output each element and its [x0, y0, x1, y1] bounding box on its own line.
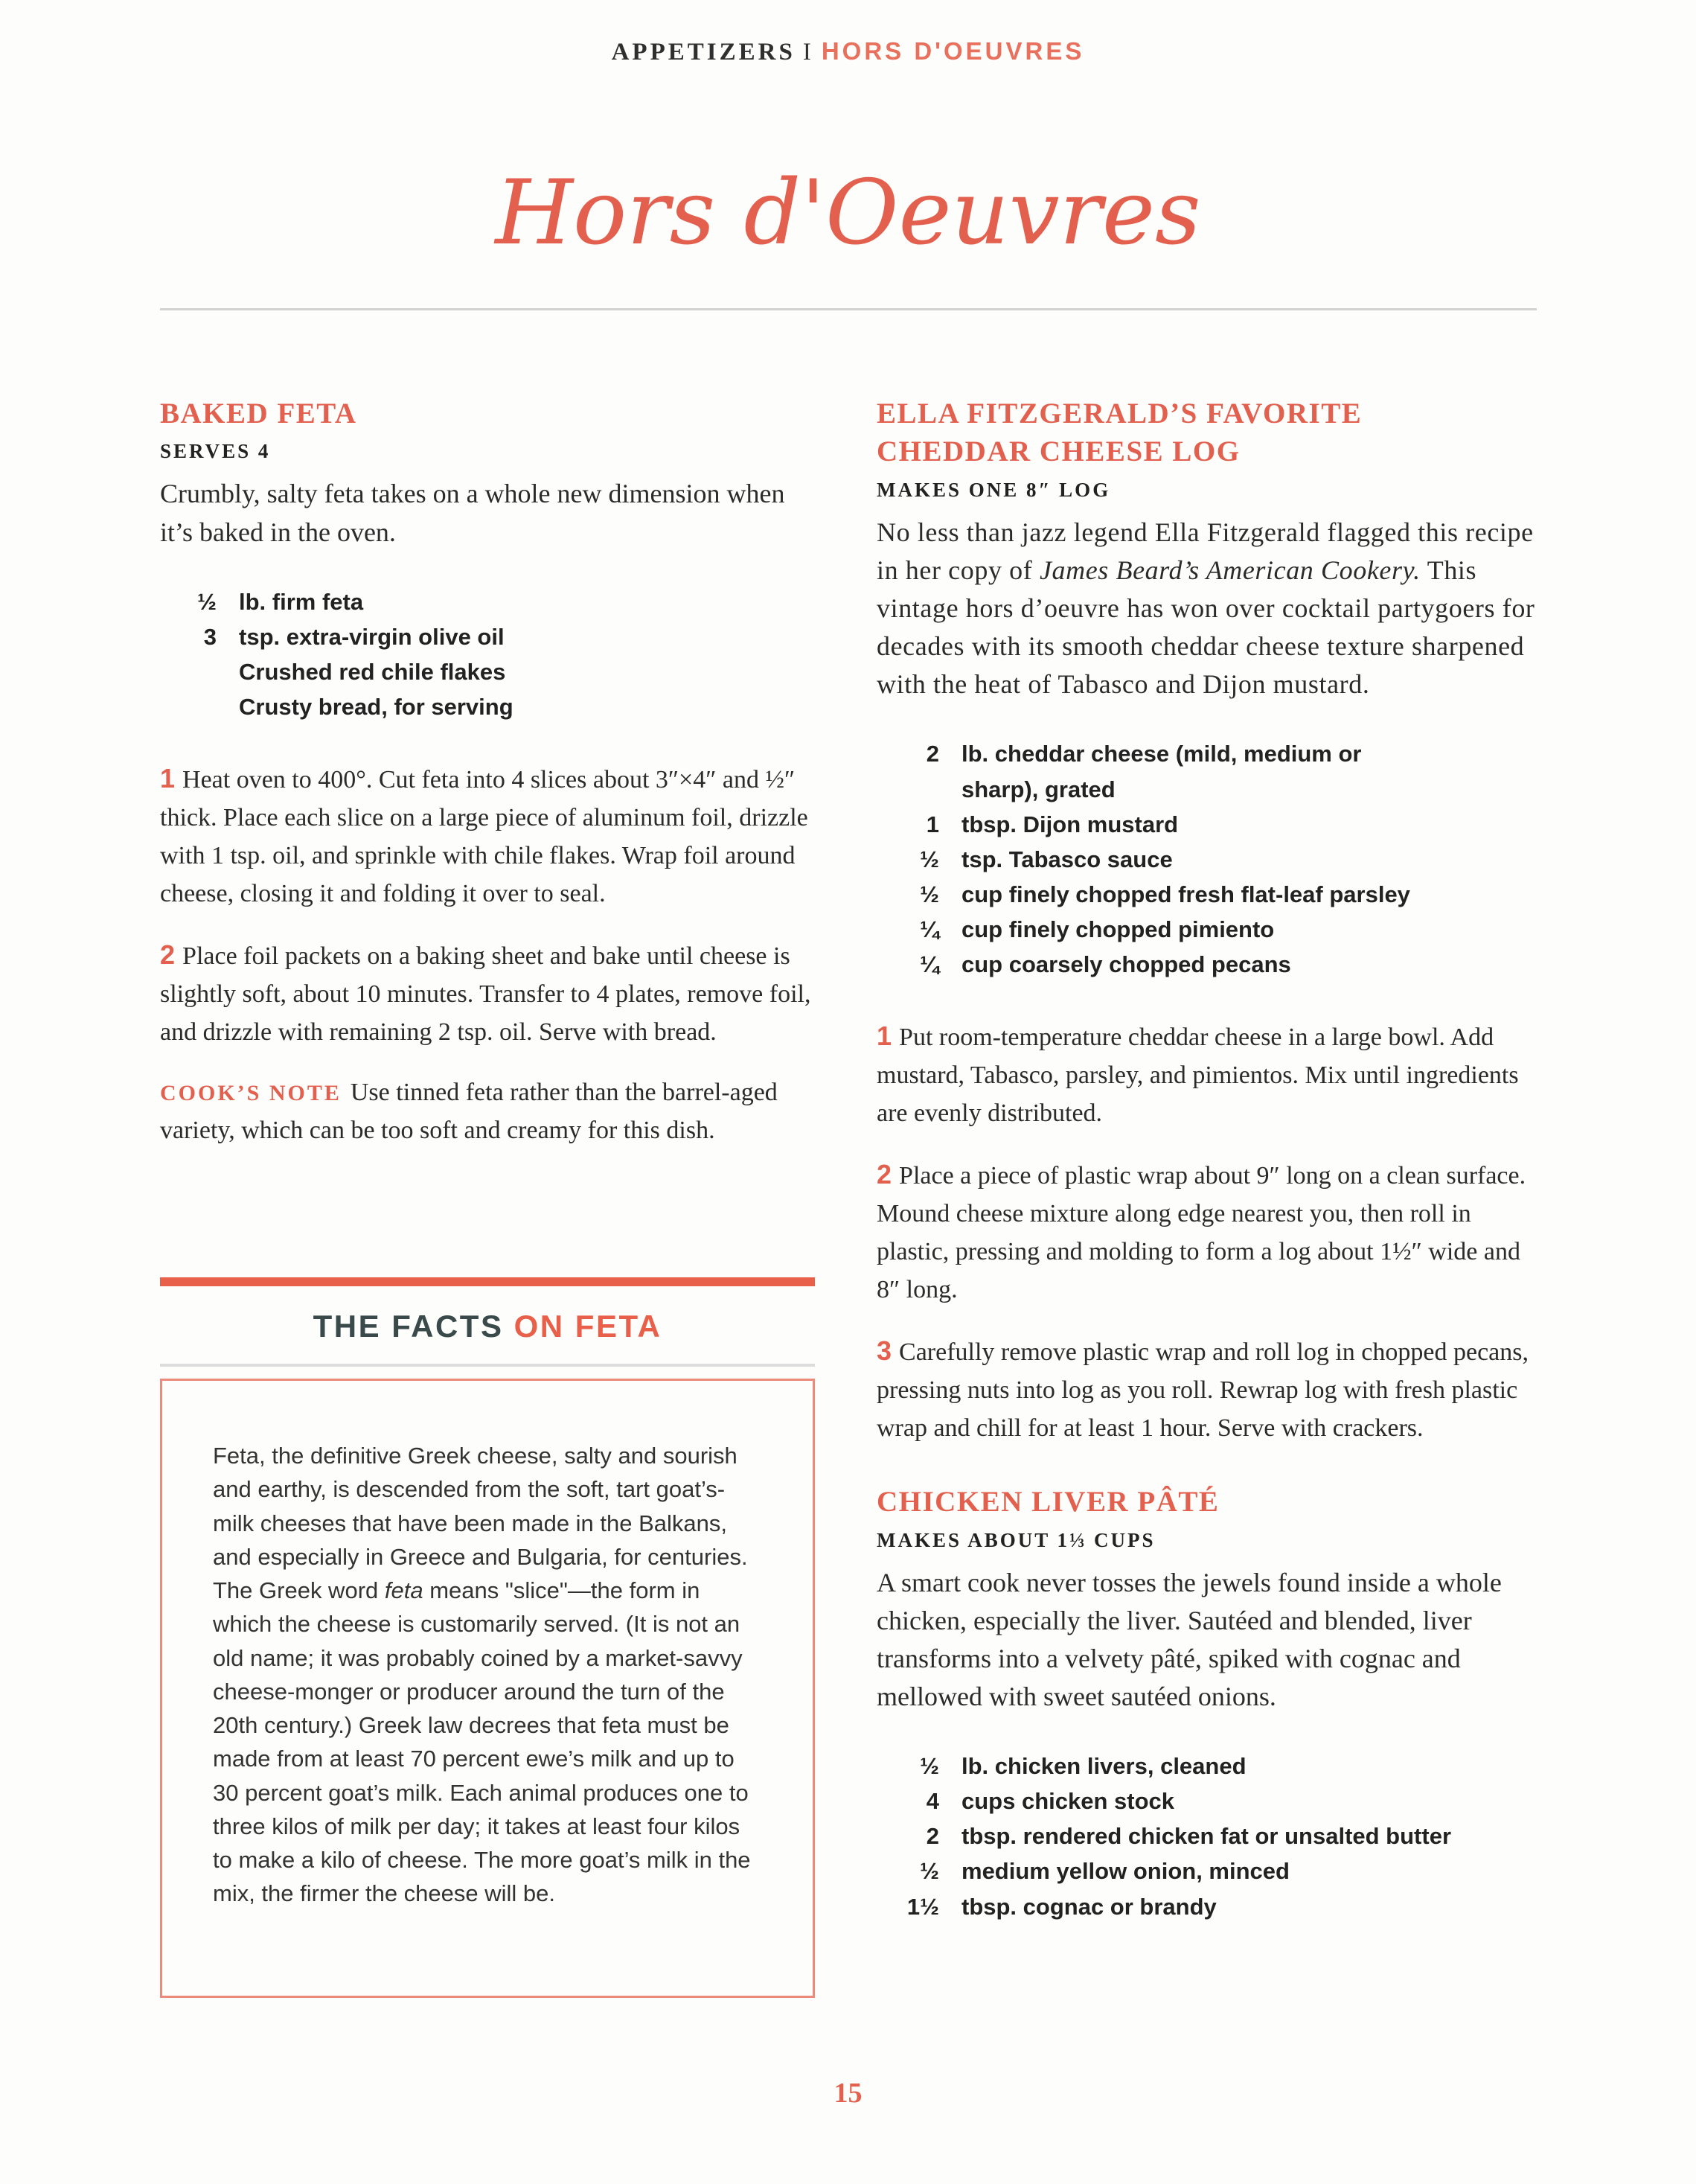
- facts-sidebar: [160, 1277, 815, 1998]
- baked-feta-yield: SERVES 4: [160, 440, 271, 463]
- ingredient-text: lb. chicken livers, cleaned: [961, 1753, 1247, 1780]
- baked-feta-step-2: [160, 935, 815, 1051]
- ingredient-qty: 4: [926, 1788, 939, 1815]
- facts-divider: [160, 1364, 815, 1367]
- facts-body-italic: feta: [384, 1577, 423, 1603]
- running-head: [0, 37, 1696, 66]
- ingredient-qty: ½: [920, 1753, 939, 1780]
- cheddar-log-title: [877, 395, 1535, 471]
- step-number: 1: [877, 1021, 892, 1052]
- cooks-note-text: Use tinned feta rather than the barrel-aged variety, which can be too soft and creamy for this dish.: [160, 1079, 778, 1145]
- baked-feta-title: BAKED FETA: [160, 397, 357, 430]
- ingredient-text: cup finely chopped pimiento: [961, 916, 1275, 943]
- ingredient-qty: ¼: [920, 951, 939, 978]
- ingredient-qty: ½: [920, 1858, 939, 1885]
- chicken-pate-intro: A smart cook never tosses the jewels found inside a whole chicken, especially the liver. Sautéed and blended, liver transforms into a velvety pâté, spiked with cognac and mellowed with sweet sautéed onions.: [877, 1567, 1502, 1712]
- ingredient-text: cups chicken stock: [961, 1788, 1175, 1815]
- ingredient-text: Crusty bread, for serving: [239, 694, 513, 721]
- ingredient-row: [160, 689, 815, 724]
- ingredient-row: [877, 1784, 1535, 1819]
- cheddar-intro-2: This vintage hors d’oeuvre has won over cocktail partygoers for decades with its smooth cheddar cheese texture sharpened with the heat of Tabasco and Dijon mustard.: [877, 555, 1535, 700]
- step-number: 2: [160, 939, 176, 971]
- ingredient-row: [160, 619, 815, 654]
- ingredient-text: tbsp. rendered chicken fat or unsalted butter: [961, 1823, 1452, 1850]
- ingredient-text: cup finely chopped fresh flat-leaf parsley: [961, 881, 1410, 907]
- ingredient-row: [877, 736, 1535, 806]
- ingredient-text: tsp. extra-virgin olive oil: [239, 623, 505, 650]
- step-text: Place a piece of plastic wrap about 9″ long on a clean surface. Mound cheese mixture along edge nearest you, then roll in plastic, pressing and molding to form a log about 1½″ wide and 8″ long.: [877, 1162, 1526, 1304]
- facts-top-bar: [160, 1277, 815, 1286]
- cheddar-intro-book: James Beard’s American Cookery.: [1039, 555, 1421, 586]
- step-number: 2: [877, 1159, 892, 1190]
- ingredient-qty: 3: [203, 623, 217, 650]
- chicken-pate-title: CHICKEN LIVER PÂTÉ: [877, 1486, 1220, 1519]
- ingredient-qty: ¼: [920, 916, 939, 943]
- cheddar-log-step-2: [877, 1155, 1535, 1309]
- ingredient-row: [877, 1853, 1535, 1888]
- ingredient-text: tsp. Tabasco sauce: [961, 846, 1173, 872]
- ingredient-text: tbsp. cognac or brandy: [961, 1893, 1217, 1920]
- left-column: [160, 395, 815, 1149]
- ingredient-row: [877, 947, 1535, 982]
- ingredient-qty: 2: [926, 1823, 939, 1850]
- ingredient-text: Crushed red chile flakes: [239, 658, 506, 685]
- ingredient-row: [160, 654, 815, 689]
- baked-feta-step-1: [160, 759, 815, 913]
- chicken-pate-yield: MAKES ABOUT 1⅓ CUPS: [877, 1528, 1156, 1551]
- title-divider: [160, 308, 1537, 310]
- ingredient-qty: [160, 654, 239, 689]
- facts-heading-start: THE FACTS: [313, 1309, 504, 1344]
- ingredient-text: lb. firm feta: [239, 588, 364, 615]
- step-text: Place foil packets on a baking sheet and bake until cheese is slightly soft, about 10 minutes. Transfer to 4 plates, remove foil, and drizzle with remaining 2 tsp. oil. Serve with bread.: [160, 942, 811, 1047]
- step-number: 1: [160, 763, 176, 794]
- right-column: [877, 395, 1535, 1958]
- ingredient-row: [877, 1889, 1535, 1924]
- step-number: 3: [877, 1335, 892, 1367]
- cheddar-log-title-line-2: CHEDDAR CHEESE LOG: [877, 435, 1241, 468]
- ingredient-row: [877, 912, 1535, 947]
- baked-feta-ingredients: [160, 584, 815, 724]
- cheddar-log-ingredients: [877, 736, 1535, 982]
- facts-heading-accent: ON FETA: [513, 1309, 662, 1344]
- header-separator: I: [802, 39, 814, 66]
- ingredient-text: cup coarsely chopped pecans: [961, 951, 1291, 978]
- facts-heading: [160, 1286, 815, 1364]
- ingredient-row: [877, 1819, 1535, 1853]
- cooks-note: [160, 1073, 815, 1149]
- cooks-note-label: COOK’S NOTE: [160, 1081, 342, 1106]
- facts-body-1: Feta, the definitive Greek cheese, salty and sourish and earthy, is descended from the soft, tart goat’s-milk cheeses that have been made in the Balkans, and especially in Greece and Bulgaria, for centuries. The Greek word: [213, 1443, 748, 1603]
- cheddar-log-title-line-1: ELLA FITZGERALD’S FAVORITE: [877, 397, 1363, 430]
- cheddar-log-step-3: [877, 1331, 1535, 1447]
- ingredient-row: [877, 807, 1535, 842]
- cheddar-log-yield: MAKES ONE 8″ LOG: [877, 478, 1111, 501]
- ingredient-row: [877, 842, 1535, 877]
- ingredient-qty: [160, 689, 239, 724]
- ingredient-qty: 1½: [906, 1893, 939, 1920]
- ingredient-qty: 1: [926, 811, 939, 837]
- ingredient-qty: ½: [920, 881, 939, 907]
- facts-body-2: means "slice"—the form in which the cheese is customarily served. (It is not an old name; it was probably coined by a market-savvy cheese-monger or producer around the turn of the 20th century.) Greek law decrees that feta must be made from at least 70 percent ewe’s milk and up to 30 percent goat’s milk. Each animal produces one to three kilos of milk per day; it takes at least four kilos to make a kilo of cheese. The more goat’s milk in the mix, the firmer the cheese will be.: [213, 1577, 751, 1907]
- ingredient-text: lb. cheddar cheese (mild, medium or sharp), grated: [961, 741, 1362, 802]
- section-label: APPETIZERS: [611, 39, 796, 66]
- ingredient-qty: ½: [920, 846, 939, 872]
- ingredient-qty: ½: [197, 588, 217, 615]
- step-text: Heat oven to 400°. Cut feta into 4 slices about 3″×4″ and ½″ thick. Place each slice on a large piece of aluminum foil, drizzle with 1 tsp. oil, and sprinkle with chile flakes. Wrap foil around cheese, closing it and folding it over to seal.: [160, 766, 808, 908]
- ingredient-row: [160, 584, 815, 619]
- ingredient-text: tbsp. Dijon mustard: [961, 811, 1179, 837]
- chicken-pate-ingredients: [877, 1749, 1535, 1924]
- page-number: 15: [833, 2078, 863, 2109]
- page-title: Hors d'Oeuvres: [495, 162, 1201, 265]
- step-text: Put room-temperature cheddar cheese in a large bowl. Add mustard, Tabasco, parsley, and pimientos. Mix until ingredients are evenly distributed.: [877, 1024, 1519, 1128]
- baked-feta-intro: Crumbly, salty feta takes on a whole new dimension when it’s baked in the oven.: [160, 479, 785, 547]
- cheddar-log-step-1: [877, 1016, 1535, 1132]
- facts-box: [160, 1379, 815, 1998]
- ingredient-row: [877, 1749, 1535, 1784]
- ingredient-text: medium yellow onion, minced: [961, 1858, 1290, 1885]
- step-text: Carefully remove plastic wrap and roll log in chopped pecans, pressing nuts into log as you roll. Rewrap log with fresh plastic wrap and chill for at least 1 hour. Serve with crackers.: [877, 1338, 1529, 1443]
- ingredient-row: [877, 877, 1535, 912]
- cheddar-log-intro: [877, 514, 1535, 704]
- cheddar-intro-1: No less than jazz legend Ella Fitzgerald flagged this recipe in her copy of: [877, 517, 1534, 586]
- ingredient-qty: 2: [926, 741, 939, 767]
- subsection-label: HORS D'OEUVRES: [821, 37, 1085, 65]
